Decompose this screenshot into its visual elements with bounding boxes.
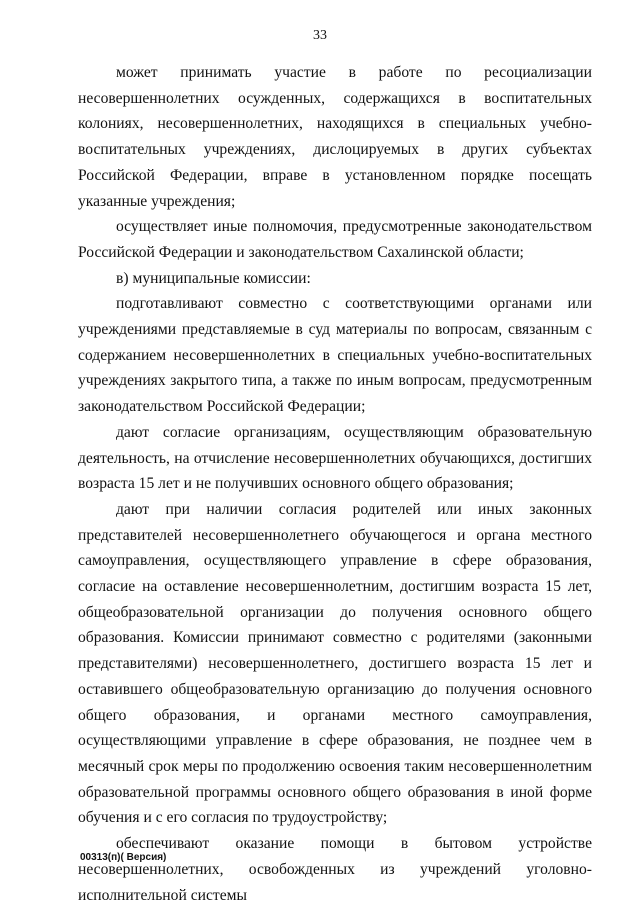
paragraph: обеспечивают оказание помощи в бытовом устройстве несовершеннолетних, освобожденных из учреждений уголовно-исполнительной системы: [78, 835, 592, 904]
paragraph: может принимать участие в работе по ресоциализации несовершеннолетних осужденных, содержащихся в воспитательных колониях, несовершеннолетних, находящихся в специальных учебно-воспитательных учреждениях, дислоцируемых в других субъектах Российской Федерации, вправе в установленном порядке посещать указанные учреждения;: [78, 64, 592, 210]
body-text: [78, 60, 592, 908]
page-number: 33: [313, 28, 327, 43]
paragraph: дают согласие организациям, осуществляющим образовательную деятельность, на отчисление несовершеннолетних обучающихся, достигших возраста 15 лет и не получивших основного общего образования;: [78, 423, 592, 493]
paragraph: дают при наличии согласия родителей или иных законных представителей несовершеннолетнего обучающегося и органа местного самоуправления, осуществляющего управление в сфере образования, согласие на оставление несовершеннолетним, достигшим возраста 15 лет, общеобразовательной организации до получения основного общего образования. Комиссии принимают совместно с родителями (законными представителями) несовершеннолетнего, достигшего возраста 15 лет и оставившего общеобразовательную организацию до получения основного общего образования, и органами местного самоуправления, осуществляющими управление в сфере образования, не позднее чем в месячный срок меры по продолжению освоения таким несовершеннолетним образовательной программы основного общего образования в иной форме обучения и с его согласия по трудоустройству;: [78, 500, 592, 827]
footer-document-code: 00313(п)( Версия): [80, 852, 167, 863]
paragraph: в) муниципальные комиссии:: [116, 269, 311, 287]
paragraph: осуществляет иные полномочия, предусмотренные законодательством Российской Федерации и законодательством Сахалинской области;: [78, 218, 592, 261]
paragraph: подготавливают совместно с соответствующими органами или учреждениями представляемые в суд материалы по вопросам, связанным с содержанием несовершеннолетних в специальных учебно-воспитательных учреждениях закрытого типа, а также по иным вопросам, предусмотренным законодательством Российской Федерации;: [78, 295, 592, 416]
